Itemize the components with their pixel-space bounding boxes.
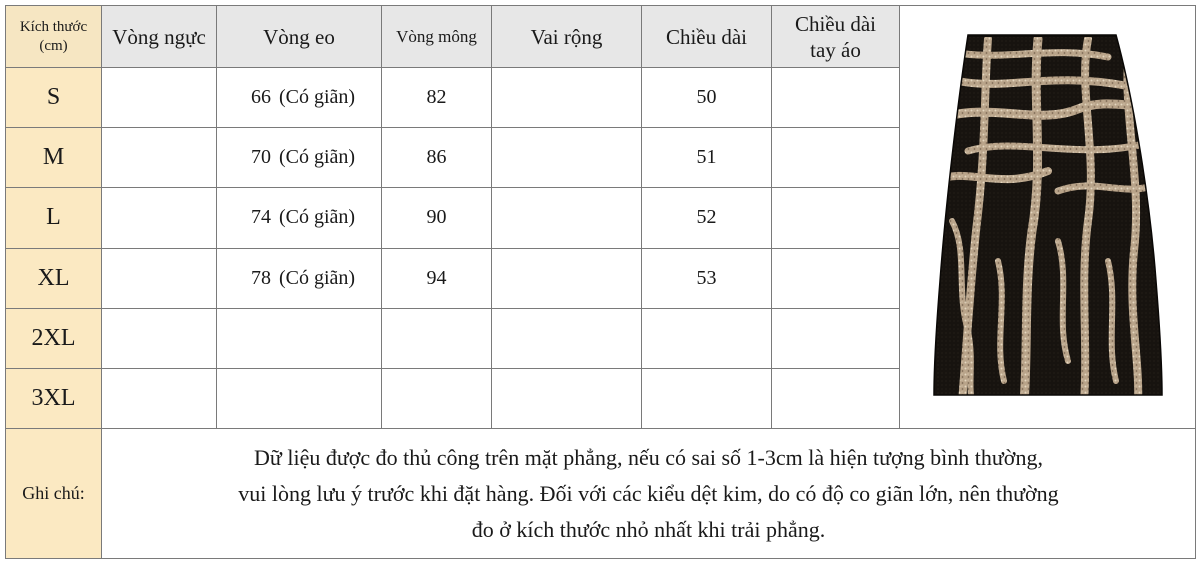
waist-note: (Có giãn): [278, 266, 356, 289]
length-cell: [642, 308, 772, 368]
size-table: [5, 5, 1196, 559]
waist-value: 70: [250, 146, 271, 169]
length-cell: 52: [642, 188, 772, 248]
shoulder-cell: [492, 188, 642, 248]
note-text: [102, 429, 1196, 559]
waist-value: 78: [250, 266, 271, 289]
header-chest: Vòng ngực: [102, 6, 217, 68]
shoulder-cell: [492, 368, 642, 428]
hip-cell: 86: [382, 128, 492, 188]
waist-cell: [217, 68, 382, 128]
chest-cell: [102, 128, 217, 188]
length-cell: [642, 368, 772, 428]
header-sleeve-line2: tay áo: [810, 37, 861, 62]
sleeve-cell: [772, 188, 900, 248]
note-label: Ghi chú:: [6, 429, 102, 559]
header-waist: Vòng eo: [217, 6, 382, 68]
hip-cell: 94: [382, 248, 492, 308]
note-line-3: đo ở kích thước nhỏ nhất khi trải phẳng.: [471, 516, 826, 542]
header-size: [6, 6, 102, 68]
chest-cell: [102, 248, 217, 308]
header-row: [6, 6, 1196, 68]
waist-note: (Có giãn): [278, 206, 356, 229]
waist-note: (Có giãn): [278, 86, 356, 109]
product-photo-cell: [900, 6, 1196, 429]
size-cell: XL: [6, 248, 102, 308]
size-cell: 2XL: [6, 308, 102, 368]
length-cell: 50: [642, 68, 772, 128]
hip-cell: 90: [382, 188, 492, 248]
note-line-1: Dữ liệu được đo thủ công trên mặt phẳng, nếu có sai số 1-3cm là hiện tượng bình thường,: [254, 444, 1043, 470]
waist-cell: [217, 248, 382, 308]
sleeve-cell: [772, 368, 900, 428]
waist-cell: [217, 188, 382, 248]
chest-cell: [102, 188, 217, 248]
size-chart: [5, 5, 1195, 557]
shoulder-cell: [492, 248, 642, 308]
header-length: Chiều dài: [642, 6, 772, 68]
header-sleeve: [772, 6, 900, 68]
size-cell: S: [6, 68, 102, 128]
chest-cell: [102, 308, 217, 368]
waist-value: 66: [250, 86, 271, 109]
waist-cell: [217, 308, 382, 368]
length-cell: 53: [642, 248, 772, 308]
header-size-line2: (cm): [39, 37, 68, 54]
header-size-line1: Kích thước: [19, 18, 88, 35]
chest-cell: [102, 368, 217, 428]
header-hip: Vòng mông: [382, 6, 492, 68]
sleeve-cell: [772, 308, 900, 368]
zebra-print-pencil-skirt-photo: [928, 31, 1168, 403]
header-shoulder: Vai rộng: [492, 6, 642, 68]
shoulder-cell: [492, 128, 642, 188]
waist-note: (Có giãn): [278, 146, 356, 169]
waist-value: 74: [250, 206, 271, 229]
chest-cell: [102, 68, 217, 128]
size-cell: M: [6, 128, 102, 188]
note-row: [6, 429, 1196, 559]
size-cell: 3XL: [6, 368, 102, 428]
sleeve-cell: [772, 68, 900, 128]
length-cell: 51: [642, 128, 772, 188]
hip-cell: 82: [382, 68, 492, 128]
waist-cell: [217, 368, 382, 428]
header-sleeve-line1: Chiều dài: [794, 11, 877, 36]
waist-cell: [217, 128, 382, 188]
size-cell: L: [6, 188, 102, 248]
shoulder-cell: [492, 308, 642, 368]
sleeve-cell: [772, 248, 900, 308]
sleeve-cell: [772, 128, 900, 188]
hip-cell: [382, 368, 492, 428]
note-line-2: vui lòng lưu ý trước khi đặt hàng. Đối với các kiểu dệt kim, do có độ co giãn lớn, nên thường: [238, 480, 1059, 506]
hip-cell: [382, 308, 492, 368]
shoulder-cell: [492, 68, 642, 128]
